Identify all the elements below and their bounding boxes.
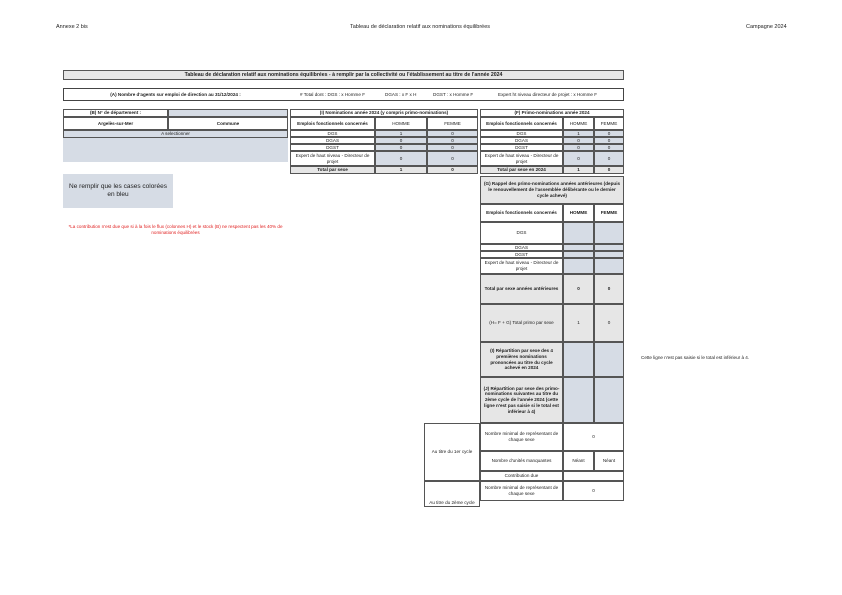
section-a-expert: Expert ht niveau directeur de projet : x Homme F <box>498 92 598 97</box>
table-i-row-homme[interactable]: 0 <box>375 144 427 151</box>
table-i-row-femme[interactable]: 0 <box>427 130 478 137</box>
table-f-row-label: DGST <box>480 144 563 151</box>
department-input[interactable] <box>168 109 288 117</box>
table-f-header-homme: HOMME <box>563 117 594 130</box>
cycle2-min-rep-value: 0 <box>563 481 624 501</box>
table-g-total-hfg-label: (H= F + G) Total primo par sexe <box>480 304 563 342</box>
table-g-row-femme[interactable] <box>594 244 624 251</box>
header-left: Annexe 2 bis <box>56 24 88 30</box>
section-b-label: (B) N° de département : <box>63 109 168 117</box>
table-i-title: (I) Nominations année 2024 (y compris primo-nominations) <box>290 109 478 117</box>
cycle1-missing-label: Nombre d'unités manquantes <box>480 451 563 471</box>
cycle2-min-rep-label: Nombre minimal de représentant de chaque sexe <box>480 481 563 501</box>
table-g-repart2-femme[interactable] <box>594 377 624 423</box>
note-blue: Ne remplir que les cases colorées en bleu <box>63 174 173 208</box>
table-g-row-label: DGST <box>480 251 563 258</box>
table-i-header-emplois: Emplois fonctionnels concernés <box>290 117 375 130</box>
table-i-row-homme[interactable]: 1 <box>375 130 427 137</box>
section-a-total: # Total dont : DGS : x Homme F <box>300 92 366 97</box>
table-f-row-femme[interactable]: 0 <box>594 144 624 151</box>
cycle1-missing-femme: Néant <box>594 451 624 471</box>
table-f-header-femme: FEMME <box>594 117 624 130</box>
table-g-row-label: DGAS <box>480 244 563 251</box>
table-f-row-femme[interactable]: 0 <box>594 137 624 144</box>
table-f-row-homme[interactable]: 0 <box>563 144 594 151</box>
table-g-repart1-femme[interactable] <box>594 342 624 377</box>
table-i-total-label: Total par sexe <box>290 166 375 174</box>
table-f-row-homme[interactable]: 1 <box>563 130 594 137</box>
select-value: A selectionner <box>161 131 190 137</box>
table-f-total-label: Total par sexe en 2024 <box>480 166 563 174</box>
table-i-row-label: Expert de haut niveau - Directeur de projet <box>290 151 375 166</box>
table-i-row-femme[interactable]: 0 <box>427 144 478 151</box>
note-red: *La contribution n'est due que si à la fois le flux (colonnes H) et le stock (B) ne respectent pas les 40% de nominations équilibrées <box>68 224 283 235</box>
table-f-row-homme[interactable]: 0 <box>563 151 594 166</box>
table-i-row-label: DGST <box>290 144 375 151</box>
header-right: Campagne 2024 <box>746 24 787 30</box>
page-cut <box>424 507 624 513</box>
table-i-row-femme[interactable]: 0 <box>427 151 478 166</box>
table-i-total-homme: 1 <box>375 166 427 174</box>
section-a-label: (A) Nombre d'agents sur emploi de direction au 31/12/2024 : <box>110 91 241 97</box>
cycle1-contrib-value <box>563 471 624 481</box>
section-a-dgst: DGST : x Homme F <box>433 92 474 97</box>
table-f-row-label: Expert de haut niveau - Directeur de projet <box>480 151 563 166</box>
section-b-blue-area <box>63 138 288 162</box>
table-i-header-homme: HOMME <box>375 117 427 130</box>
table-g-row-femme[interactable] <box>594 222 624 244</box>
table-g-total-hfg-femme: 0 <box>594 304 624 342</box>
commune-label: Commune <box>168 117 288 130</box>
table-g-row-label: Expert de haut niveau - Directeur de projet <box>480 258 563 274</box>
table-g-row-homme[interactable] <box>563 251 594 258</box>
table-f-row-label: DGAS <box>480 137 563 144</box>
table-g-total-prev-homme: 0 <box>563 274 594 304</box>
side-note: Cette ligne n'est pas saisie si le total est inférieur à 4. <box>641 355 750 360</box>
table-i-row-femme[interactable]: 0 <box>427 137 478 144</box>
table-i-row-homme[interactable]: 0 <box>375 151 427 166</box>
table-g-header-emplois: Emplois fonctionnels concernés <box>480 204 563 222</box>
table-f-row-label: DGS <box>480 130 563 137</box>
table-f-row-femme[interactable]: 0 <box>594 130 624 137</box>
cycle1-min-rep-label: Nombre minimal de représentant de chaque sexe <box>480 423 563 451</box>
table-g-total-prev-label: Total par sexe années antérieures <box>480 274 563 304</box>
table-f-header-emplois: Emplois fonctionnels concernés <box>480 117 563 130</box>
table-f-title: (F) Primo-nominations année 2024 <box>480 109 624 117</box>
table-i-row-label: DGAS <box>290 137 375 144</box>
table-f-row-femme[interactable]: 0 <box>594 151 624 166</box>
table-g-total-prev-femme: 0 <box>594 274 624 304</box>
cycle1-contrib-label: Contribution due <box>480 471 563 481</box>
table-g-total-hfg-homme: 1 <box>563 304 594 342</box>
table-g-repart1-homme[interactable] <box>563 342 594 377</box>
table-i-row-homme[interactable]: 0 <box>375 137 427 144</box>
section-a-dgas: DGAS : x F x H <box>385 92 417 97</box>
page-title: Tableau de déclaration relatif aux nominations équilibrées - à remplir par la collectivité ou l'établissement au titre de l'année 2024 <box>63 70 624 80</box>
table-f-total-femme: 0 <box>594 166 624 174</box>
table-g-repart2-label: (J) Répartition par sexe des primo-nominations suivantes au titre du 2ème cycle de l'année 2024 (cette ligne n'est pas saisie si le total est inférieur à 4) <box>480 377 563 423</box>
table-g-header-femme: FEMME <box>594 204 624 222</box>
table-i-header-femme: FEMME <box>427 117 478 130</box>
table-g-row-femme[interactable] <box>594 251 624 258</box>
table-g-row-homme[interactable] <box>563 258 594 274</box>
table-f-row-homme[interactable]: 0 <box>563 137 594 144</box>
table-g-repart2-homme[interactable] <box>563 377 594 423</box>
table-g-header-homme: HOMME <box>563 204 594 222</box>
select-dropdown[interactable] <box>63 130 288 138</box>
table-i-total-femme: 0 <box>427 166 478 174</box>
table-g-title: (G) Rappel des primo-nominations années antérieures (depuis le renouvellement de l'assemblée délibérante ou le dernier cycle achevé) <box>480 176 624 204</box>
table-g-row-femme[interactable] <box>594 258 624 274</box>
cycle1-label: Au titre du 1er cycle <box>424 423 480 481</box>
table-g-repart1-label: (I) Répartition par sexe des 4 premières nominations prononcées au titre du cycle achevé en 2024 <box>480 342 563 377</box>
table-g-row-homme[interactable] <box>563 222 594 244</box>
header-center: Tableau de déclaration relatif aux nominations équilibrées <box>350 24 491 30</box>
cycle1-min-rep-value: 0 <box>563 423 624 451</box>
cycle2-label: Au titre du 2ème cycle <box>424 481 480 507</box>
table-i-row-label: DGS <box>290 130 375 137</box>
table-f-total-homme: 1 <box>563 166 594 174</box>
table-g-row-homme[interactable] <box>563 244 594 251</box>
table-g-row-label: DGS <box>480 222 563 244</box>
collectivite-name: Argelès-sur-Mer <box>63 117 168 130</box>
cycle1-missing-homme: Néant <box>563 451 594 471</box>
